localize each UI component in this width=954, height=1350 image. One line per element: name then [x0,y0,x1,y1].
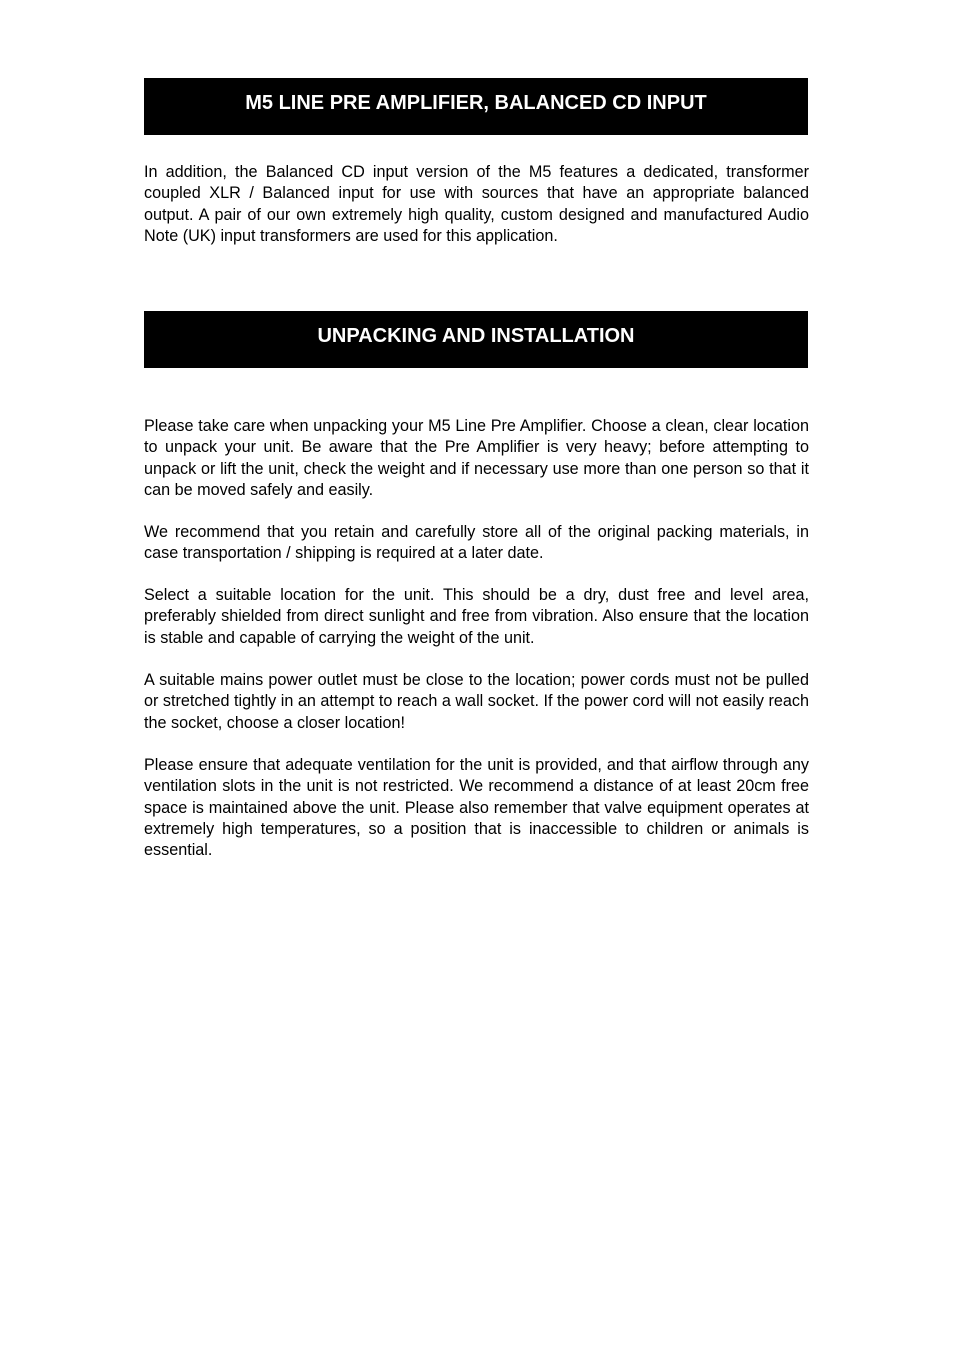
section-heading-balanced-cd-input: M5 LINE PRE AMPLIFIER, BALANCED CD INPUT [144,78,808,135]
section-heading-unpacking-installation: UNPACKING AND INSTALLATION [144,311,808,368]
location-paragraph: Select a suitable location for the unit. This should be a dry, dust free and level area, preferably shielded from direct sunlight and free from vibration. Also ensure that the location is stable and capable of carrying the weight of the unit. [144,586,809,647]
power-outlet-paragraph: A suitable mains power outlet must be close to the location; power cords must not be pulled or stretched tightly in an attempt to reach a wall socket. If the power cord will not easily reach the socket, choose a closer location! [144,671,809,732]
unpacking-care-paragraph: Please take care when unpacking your M5 Line Pre Amplifier. Choose a clean, clear location to unpack your unit. Be aware that the Pre Amplifier is very heavy; before attempting to unpack or lift the unit, check the weight and if necessary use more than one person so that it can be moved safely and easily. [144,417,809,499]
packing-materials-paragraph: We recommend that you retain and carefully store all of the original packing materials, in case transportation / shipping is required at a later date. [144,523,809,563]
ventilation-paragraph: Please ensure that adequate ventilation for the unit is provided, and that airflow through any ventilation slots in the unit is not restricted. We recommend a distance of at least 20cm free space is maintained above the unit. Please also remember that valve equipment operates at extremely high temperatures, so a position that is inaccessible to children or animals is essential. [144,756,809,860]
balanced-cd-input-paragraph: In addition, the Balanced CD input version of the M5 features a dedicated, transformer coupled XLR / Balanced input for use with sources that have an appropriate balanced output. A pair of our own extremely high quality, custom designed and manufactured Audio Note (UK) input transformers are used for this application. [144,163,809,245]
